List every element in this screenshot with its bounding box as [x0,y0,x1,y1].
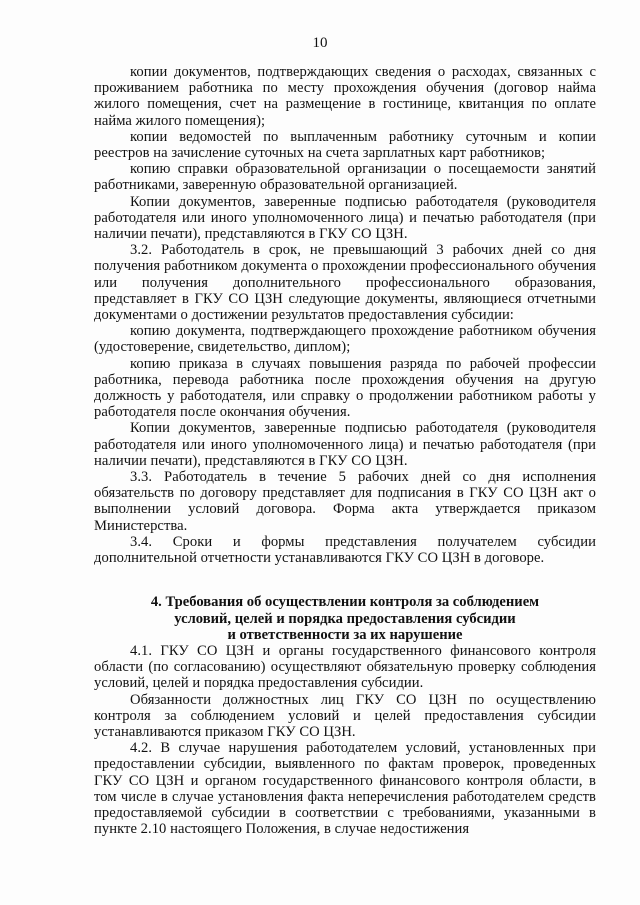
section-heading-line-2: условий, целей и порядка предоставления субсидии [174,610,516,627]
paragraph-official-duties: Обязанности должностных лиц ГКУ СО ЦЗН по осуществлению контроля за соблюдением условий и целей предоставления субсидии устанавливаются приказом ГКУ СО ЦЗН. [94,691,596,740]
paragraph-clause-3-3: 3.3. Работодатель в течение 5 рабочих дней со дня исполнения обязательств по договору представляет для подписания в ГКУ СО ЦЗН акт о выполнении условий договора. Форма акта утверждается приказом Министерства. [94,469,596,534]
section-spacer [94,566,596,594]
section-heading [94,594,596,643]
paragraph-clause-4-1: 4.1. ГКУ СО ЦЗН и органы государственного финансового контроля области (по согласованию) осуществляют обязательную проверку соблюдения условий, целей и порядка предоставления субсидии. [94,642,596,692]
paragraph-promotion-order: копию приказа в случаях повышения разряда по рабочей профессии работника, перевода работника после прохождения обучения на другую должность у работодателя, или справку о продолжении работником работы у работодателя после окончания обучения. [94,355,596,421]
paragraph-clause-4-2: 4.2. В случае нарушения работодателем условий, установленных при предоставлении субсидии, выявленного по фактам проверок, проведенных ГКУ СО ЦЗН и органом государственного финансового контроля области, в том числе в случае установления факта неперечисления работодателем средств предоставляемой субсидии в соответствии с требованиями, указанными в пункте 2.10 настоящего Положения, в случае недостижения [94,740,596,838]
paragraph-expense-documents: копии документов, подтверждающих сведения о расходах, связанных с проживанием работника по месту прохождения обучения (договор найма жилого помещения, счет на размещение в гостинице, квитанция по оплате найма жилого помещения); [94,64,596,129]
paragraph-certified-copies-2: Копии документов, заверенные подписью работодателя (руководителя работодателя или иного уполномоченного лица) и печатью работодателя (при наличии печати), представляются в ГКУ СО ЦЗН. [94,420,596,469]
document-body [94,64,596,837]
page-number: 10 [312,35,328,51]
paragraph-clause-3-2: 3.2. Работодатель в срок, не превышающий 3 рабочих дней со дня получения работником документа о прохождении профессионального обучения или получения дополнительного профессионального образования, представляет в ГКУ СО ЦЗН следующие документы, являющиеся отчетными документами о достижении результатов предоставления субсидии: [94,242,596,324]
paragraph-attendance-certificate: копию справки образовательной организации о посещаемости занятий работниками, заверенную образовательной организацией. [94,161,596,194]
paragraph-training-document: копию документа, подтверждающего прохождение работником обучения (удостоверение, свидетельство, диплом); [94,323,596,356]
paragraph-certified-copies: Копии документов, заверенные подписью работодателя (руководителя работодателя или иного уполномоченного лица) и печатью работодателя (при наличии печати), представляются в ГКУ СО ЦЗН. [94,193,596,243]
section-heading-line-3: и ответственности за их нарушение [227,626,463,643]
paragraph-clause-3-4: 3.4. Сроки и формы представления получателем субсидии дополнительной отчетности устанавливаются ГКУ СО ЦЗН в договоре. [94,533,596,567]
section-heading-line-1: 4. Требования об осуществлении контроля за соблюдением [150,594,540,611]
paragraph-daily-allowance-statements: копии ведомостей по выплаченным работнику суточным и копии реестров на зачисление суточных на счета зарплатных карт работников; [94,128,596,162]
